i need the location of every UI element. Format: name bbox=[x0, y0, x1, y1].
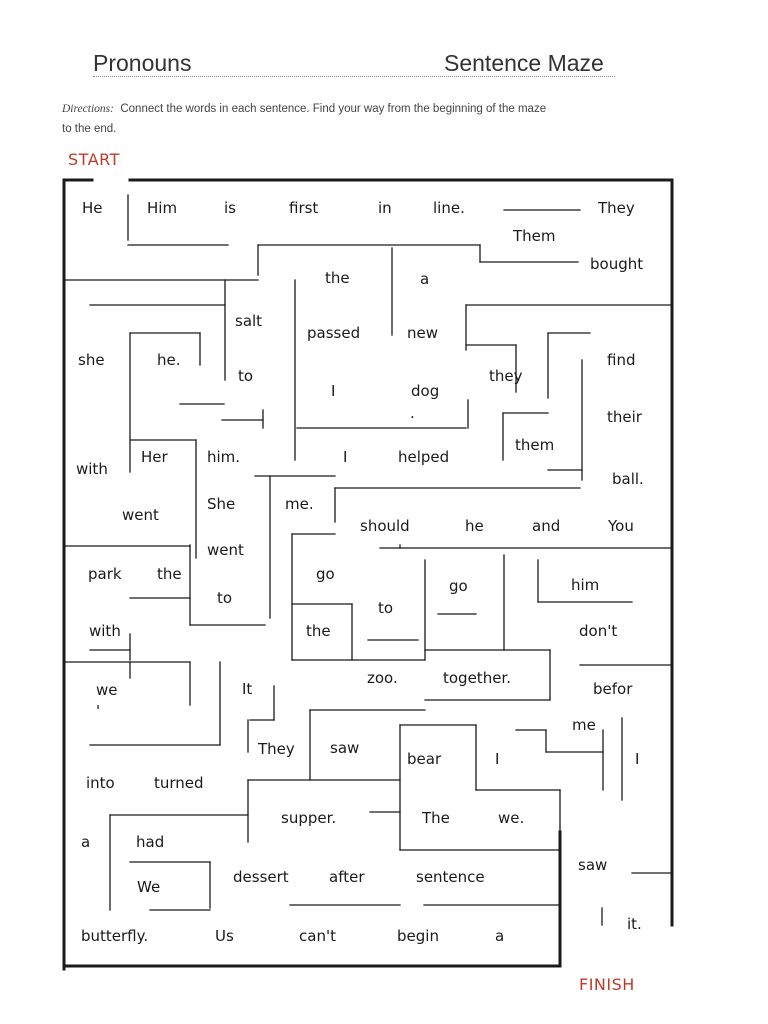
maze-word: we bbox=[96, 681, 118, 699]
maze-word: dessert bbox=[233, 868, 289, 886]
maze-word: in bbox=[378, 199, 392, 217]
maze-word: Us bbox=[215, 927, 234, 945]
maze-word: with bbox=[76, 460, 108, 478]
maze-word: park bbox=[88, 565, 122, 583]
maze-word: They bbox=[258, 740, 295, 758]
maze-word: begin bbox=[397, 927, 439, 945]
maze-word: a bbox=[81, 833, 91, 851]
finish-label: FINISH bbox=[579, 975, 635, 994]
maze-word: me bbox=[572, 716, 596, 734]
maze-word: him bbox=[571, 576, 600, 594]
maze-word: line. bbox=[433, 199, 465, 217]
directions-line-2: to the end. bbox=[62, 123, 117, 135]
maze-word: zoo. bbox=[367, 669, 398, 687]
maze-word: should bbox=[360, 517, 410, 535]
maze-word: I bbox=[635, 750, 640, 768]
maze-word: They bbox=[598, 199, 635, 217]
maze-word: find bbox=[607, 351, 636, 369]
maze-word: We bbox=[137, 878, 161, 896]
maze-word: supper. bbox=[281, 809, 337, 827]
maze-word: them bbox=[515, 436, 555, 454]
maze-word: You bbox=[608, 517, 634, 535]
maze-word: helped bbox=[398, 448, 450, 466]
maze-word: salt bbox=[235, 312, 263, 330]
maze-word: passed bbox=[307, 324, 361, 342]
maze-word: It bbox=[242, 680, 253, 698]
maze-word: went bbox=[207, 541, 244, 559]
maze-word: the bbox=[325, 269, 350, 287]
directions-label: Directions: bbox=[62, 103, 114, 115]
maze-word: into bbox=[86, 774, 115, 792]
maze-word: ' bbox=[96, 702, 101, 720]
maze-word: The bbox=[422, 809, 450, 827]
maze-word: is bbox=[224, 199, 236, 217]
maze-word: can't bbox=[299, 927, 336, 945]
maze-word: a bbox=[495, 927, 505, 945]
maze-word: to bbox=[217, 589, 233, 607]
maze-word: to bbox=[238, 367, 254, 385]
maze-word: . bbox=[410, 404, 415, 422]
maze-word: the bbox=[157, 565, 182, 583]
maze-word: don't bbox=[579, 622, 618, 640]
maze-word: she bbox=[78, 351, 105, 369]
maze-word: go bbox=[449, 577, 468, 595]
maze-word: dog bbox=[411, 382, 440, 400]
maze-word: he. bbox=[157, 351, 181, 369]
maze-word: bought bbox=[590, 255, 644, 273]
maze-word: the bbox=[306, 622, 331, 640]
maze-word: Her bbox=[141, 448, 168, 466]
maze-word: butterfly. bbox=[81, 927, 149, 945]
maze-word: went bbox=[122, 506, 159, 524]
maze-word: I bbox=[495, 750, 500, 768]
maze-word: we. bbox=[498, 809, 525, 827]
maze-word: saw bbox=[330, 739, 360, 757]
start-label: START bbox=[68, 150, 120, 169]
maze-word: Them bbox=[513, 227, 556, 245]
maze-word: go bbox=[316, 565, 335, 583]
maze-word: turned bbox=[154, 774, 204, 792]
maze-word: I bbox=[343, 448, 348, 466]
maze-word: I bbox=[331, 382, 336, 400]
maze-word: it. bbox=[627, 915, 642, 933]
maze-word: they bbox=[489, 367, 523, 385]
maze-word: their bbox=[607, 408, 642, 426]
directions-text: Connect the words in each sentence. Find your way from the beginning of the maze bbox=[120, 103, 547, 115]
maze-word: He bbox=[82, 199, 103, 217]
maze-word: Him bbox=[147, 199, 178, 217]
maze-word: had bbox=[136, 833, 165, 851]
maze-word: ball. bbox=[612, 470, 644, 488]
maze-word: saw bbox=[578, 856, 608, 874]
maze-word: befor bbox=[593, 680, 633, 698]
maze-word: sentence bbox=[416, 868, 485, 886]
maze-word: him. bbox=[207, 448, 241, 466]
worksheet-title-activity: Sentence Maze bbox=[444, 50, 604, 76]
maze-word: She bbox=[207, 495, 236, 513]
maze-word: first bbox=[289, 199, 319, 217]
maze-word: a bbox=[420, 270, 430, 288]
maze-word: new bbox=[407, 324, 439, 342]
maze-word: and bbox=[532, 517, 561, 535]
maze-word: he bbox=[465, 517, 484, 535]
maze-word: with bbox=[89, 622, 121, 640]
maze-word: bear bbox=[407, 750, 442, 768]
maze-word: together. bbox=[443, 669, 511, 687]
worksheet-title-topic: Pronouns bbox=[93, 50, 192, 76]
maze-word: after bbox=[329, 868, 365, 886]
maze-word: me. bbox=[285, 495, 314, 513]
maze-word: to bbox=[378, 599, 394, 617]
